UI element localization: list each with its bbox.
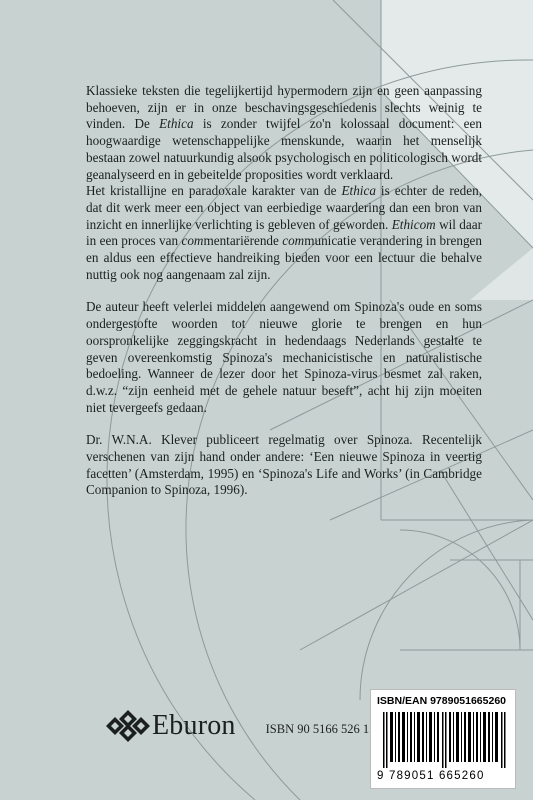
barcode-digits: 9 789051 665260 xyxy=(377,770,485,782)
isbn-text: ISBN 90 5166 526 1 xyxy=(265,721,370,736)
paragraph-intro: Klassieke teksten die tegelijkertijd hypermodern zijn en geen aanpassing behoeven, zijn er in onze beschavingsgeschiedenis slechts weinig te vinden. De Ethica is zonder twijfel zo'n kolossaal document: een hoogwaardige wetenschappelijke menskunde, waarin het menselijk bestaan zowel natuurkundig alsook psychologisch en politicologisch wordt geanalyseerd en in gebeitelde proposities wordt verklaard. xyxy=(86,83,482,182)
publisher-name: Eburon xyxy=(152,710,236,741)
barcode-label: ISBN/EAN 9789051665260 xyxy=(377,695,507,707)
paragraph-ethicom: Het kristallijne en paradoxale karakter van de Ethica is echter de reden, dat dit werk meer een object van eerbiedige waardering dan een bron van inzicht en innerlijke verlichting is gebleven of geworden. Ethicom wil daar in een proces van commentariërende communicatie verandering in brengen en aldus een effectieve handreiking bieden voor een lectuur die behalve nuttig ook nog aangenaam zal zijn. xyxy=(86,183,482,282)
bg-arc xyxy=(400,530,520,650)
publisher-block xyxy=(106,706,369,746)
eburon-logo-icon xyxy=(106,708,150,744)
paragraph-author-method: De auteur heeft velerlei middelen aangewend om Spinoza's oude en soms ondergestofte woorden tot nieuwe glorie te brengen en hun oorspronkelijke zeggingskracht in hedendaags Nederlands gestalte te geven overeenkomstig Spinoza's mechanicistische en naturalistische bedoeling. Wanneer de lezer door het Spinoza-virus besmet zal raken, d.w.z. “zijn eenheid met de gehele natuur beseft”, acht hij zijn moeiten niet tevergeefs gedaan. xyxy=(86,299,482,415)
bg-line xyxy=(300,520,533,650)
paragraph-author-bio: Dr. W.N.A. Klever publiceert regelmatig over Spinoza. Recentelijk verschenen van zijn hand onder andere: ‘Een nieuwe Spinoza in veertig facetten’ (Amsterdam, 1995) en ‘Spinoza's Life and Works’ (in Cambridge Companion to Spinoza, 1996). xyxy=(86,432,482,498)
barcode-sticker xyxy=(370,689,516,789)
bg-arc xyxy=(360,520,533,700)
barcode-icon xyxy=(383,712,507,768)
blurb-text xyxy=(86,83,482,499)
